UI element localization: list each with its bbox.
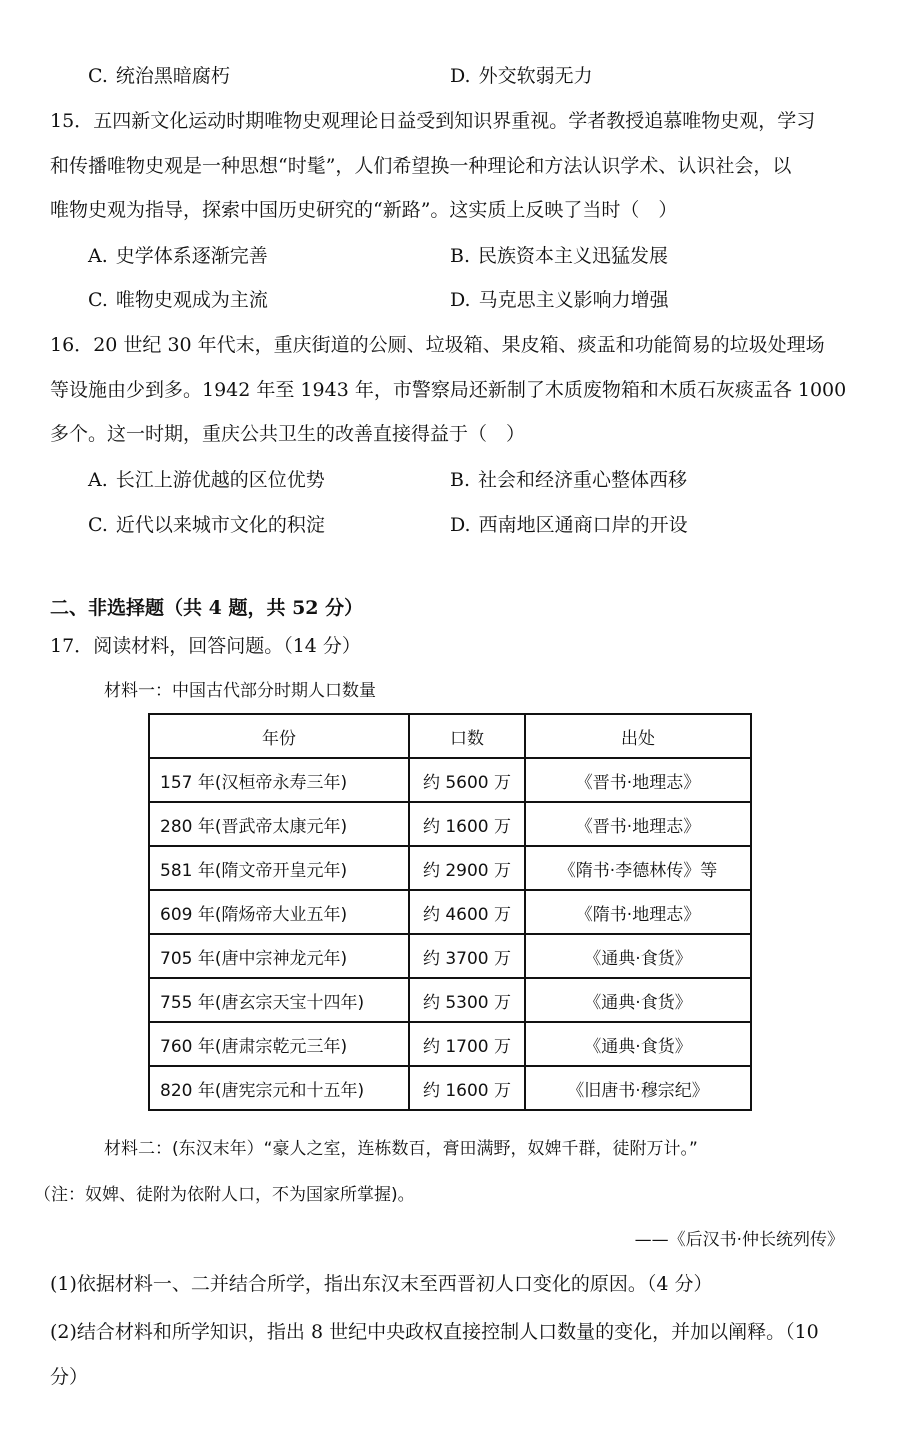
table-row bbox=[149, 846, 751, 890]
cell-source: 《通典·食货》 bbox=[525, 978, 751, 1022]
q16-number: 16． bbox=[50, 334, 94, 356]
cell-source: 《通典·食货》 bbox=[525, 934, 751, 978]
cell-source: 《隋书·李德林传》等 bbox=[525, 846, 751, 890]
cell-year: 820 年(唐宪宗元和十五年) bbox=[149, 1066, 409, 1110]
cell-count: 约 3700 万 bbox=[409, 934, 525, 978]
header-year: 年份 bbox=[149, 714, 409, 758]
q16-option-d: D. 西南地区通商口岸的开设 bbox=[450, 514, 688, 536]
cell-source: 《旧唐书·穆宗纪》 bbox=[525, 1066, 751, 1110]
q16-stem-line-2: 等设施由少到多。1942 年至 1943 年，市警察局还新制了木质废物箱和木质石灰痰盂各 1000 bbox=[50, 378, 847, 401]
q15-stem-line-1: 15．五四新文化运动时期唯物史观理论日益受到知识界重视。学者教授追慕唯物史观，学习 bbox=[50, 110, 816, 132]
q15-stem-line-3: 唯物史观为指导，探索中国历史研究的“新路”。这实质上反映了当时（ ） bbox=[50, 199, 678, 221]
q17-number: 17． bbox=[50, 635, 94, 657]
table-row bbox=[149, 802, 751, 846]
cell-year: 760 年(唐肃宗乾元三年) bbox=[149, 1022, 409, 1066]
cell-count: 约 1700 万 bbox=[409, 1022, 525, 1066]
material2-quote: 材料二：(东汉末年）“豪人之室，连栋数百，膏田满野，奴婢千群，徒附万计。” bbox=[104, 1139, 698, 1159]
material2-note: （注：奴婢、徒附为依附人口，不为国家所掌握)。 bbox=[34, 1185, 415, 1205]
table-row bbox=[149, 978, 751, 1022]
q15-option-c: C. 唯物史观成为主流 bbox=[88, 289, 268, 311]
q16-options-row-ab bbox=[88, 466, 848, 494]
q16-options-row-cd bbox=[88, 511, 848, 539]
q16-option-c: C. 近代以来城市文化的积淀 bbox=[88, 514, 325, 536]
q15-option-d: D. 马克思主义影响力增强 bbox=[450, 289, 669, 311]
cell-year: 157 年(汉桓帝永寿三年) bbox=[149, 758, 409, 802]
q16-option-a: A. 长江上游优越的区位优势 bbox=[88, 469, 325, 491]
q14-option-d: D. 外交软弱无力 bbox=[450, 65, 593, 87]
q15-stem bbox=[50, 99, 850, 233]
q14-options-row-cd bbox=[88, 62, 848, 90]
q17-subquestion-1: (1)依据材料一、二并结合所学，指出东汉末至西晋初人口变化的原因。（4 分） bbox=[50, 1273, 713, 1295]
cell-count: 约 5300 万 bbox=[409, 978, 525, 1022]
q15-options-row-cd bbox=[88, 286, 848, 314]
q14-option-c: C. 统治黑暗腐朽 bbox=[88, 65, 230, 87]
q15-option-b: B. 民族资本主义迅猛发展 bbox=[450, 245, 669, 267]
q16-stem-line-1: 16．20 世纪 30 年代末，重庆街道的公厕、垃圾箱、果皮箱、痰盂和功能简易的垃圾处理场 bbox=[50, 334, 825, 356]
material2-source: ——《后汉书·仲长统列传》 bbox=[634, 1230, 844, 1250]
q17-intro: 17．阅读材料，回答问题。（14 分） bbox=[50, 635, 361, 657]
q16-option-b: B. 社会和经济重心整体西移 bbox=[450, 469, 688, 491]
table-row bbox=[149, 890, 751, 934]
cell-source: 《隋书·地理志》 bbox=[525, 890, 751, 934]
q17-subquestion-2-cont: 分） bbox=[50, 1366, 89, 1388]
cell-year: 705 年(唐中宗神龙元年) bbox=[149, 934, 409, 978]
section-heading: 二、非选择题（共 4 题，共 52 分） bbox=[50, 597, 364, 619]
cell-count: 约 1600 万 bbox=[409, 1066, 525, 1110]
cell-source: 《晋书·地理志》 bbox=[525, 802, 751, 846]
cell-source: 《通典·食货》 bbox=[525, 1022, 751, 1066]
cell-source: 《晋书·地理志》 bbox=[525, 758, 751, 802]
population-table bbox=[148, 713, 752, 1111]
q15-stem-line-2: 和传播唯物史观是一种思想“时髦”，人们希望换一种理论和方法认识学术、认识社会，以 bbox=[50, 154, 792, 177]
table-header-row bbox=[149, 714, 751, 758]
cell-count: 约 2900 万 bbox=[409, 846, 525, 890]
table-row bbox=[149, 934, 751, 978]
q15-option-a: A. 史学体系逐渐完善 bbox=[88, 245, 268, 267]
table-row bbox=[149, 758, 751, 802]
cell-year: 609 年(隋炀帝大业五年) bbox=[149, 890, 409, 934]
header-count: 口数 bbox=[409, 714, 525, 758]
table-row bbox=[149, 1066, 751, 1110]
cell-count: 约 4600 万 bbox=[409, 890, 525, 934]
q17-subquestion-2: (2)结合材料和所学知识，指出 8 世纪中央政权直接控制人口数量的变化，并加以阐释。（10 bbox=[50, 1321, 819, 1343]
material1-label: 材料一：中国古代部分时期人口数量 bbox=[104, 681, 376, 701]
cell-year: 280 年(晋武帝太康元年) bbox=[149, 802, 409, 846]
cell-count: 约 1600 万 bbox=[409, 802, 525, 846]
cell-year: 755 年(唐玄宗天宝十四年) bbox=[149, 978, 409, 1022]
q15-number: 15． bbox=[50, 110, 94, 132]
cell-year: 581 年(隋文帝开皇元年) bbox=[149, 846, 409, 890]
q16-stem bbox=[50, 323, 850, 457]
table-row bbox=[149, 1022, 751, 1066]
header-source: 出处 bbox=[525, 714, 751, 758]
q16-stem-line-3: 多个。这一时期，重庆公共卫生的改善直接得益于（ ） bbox=[50, 423, 526, 445]
cell-count: 约 5600 万 bbox=[409, 758, 525, 802]
q15-options-row-ab bbox=[88, 242, 848, 270]
